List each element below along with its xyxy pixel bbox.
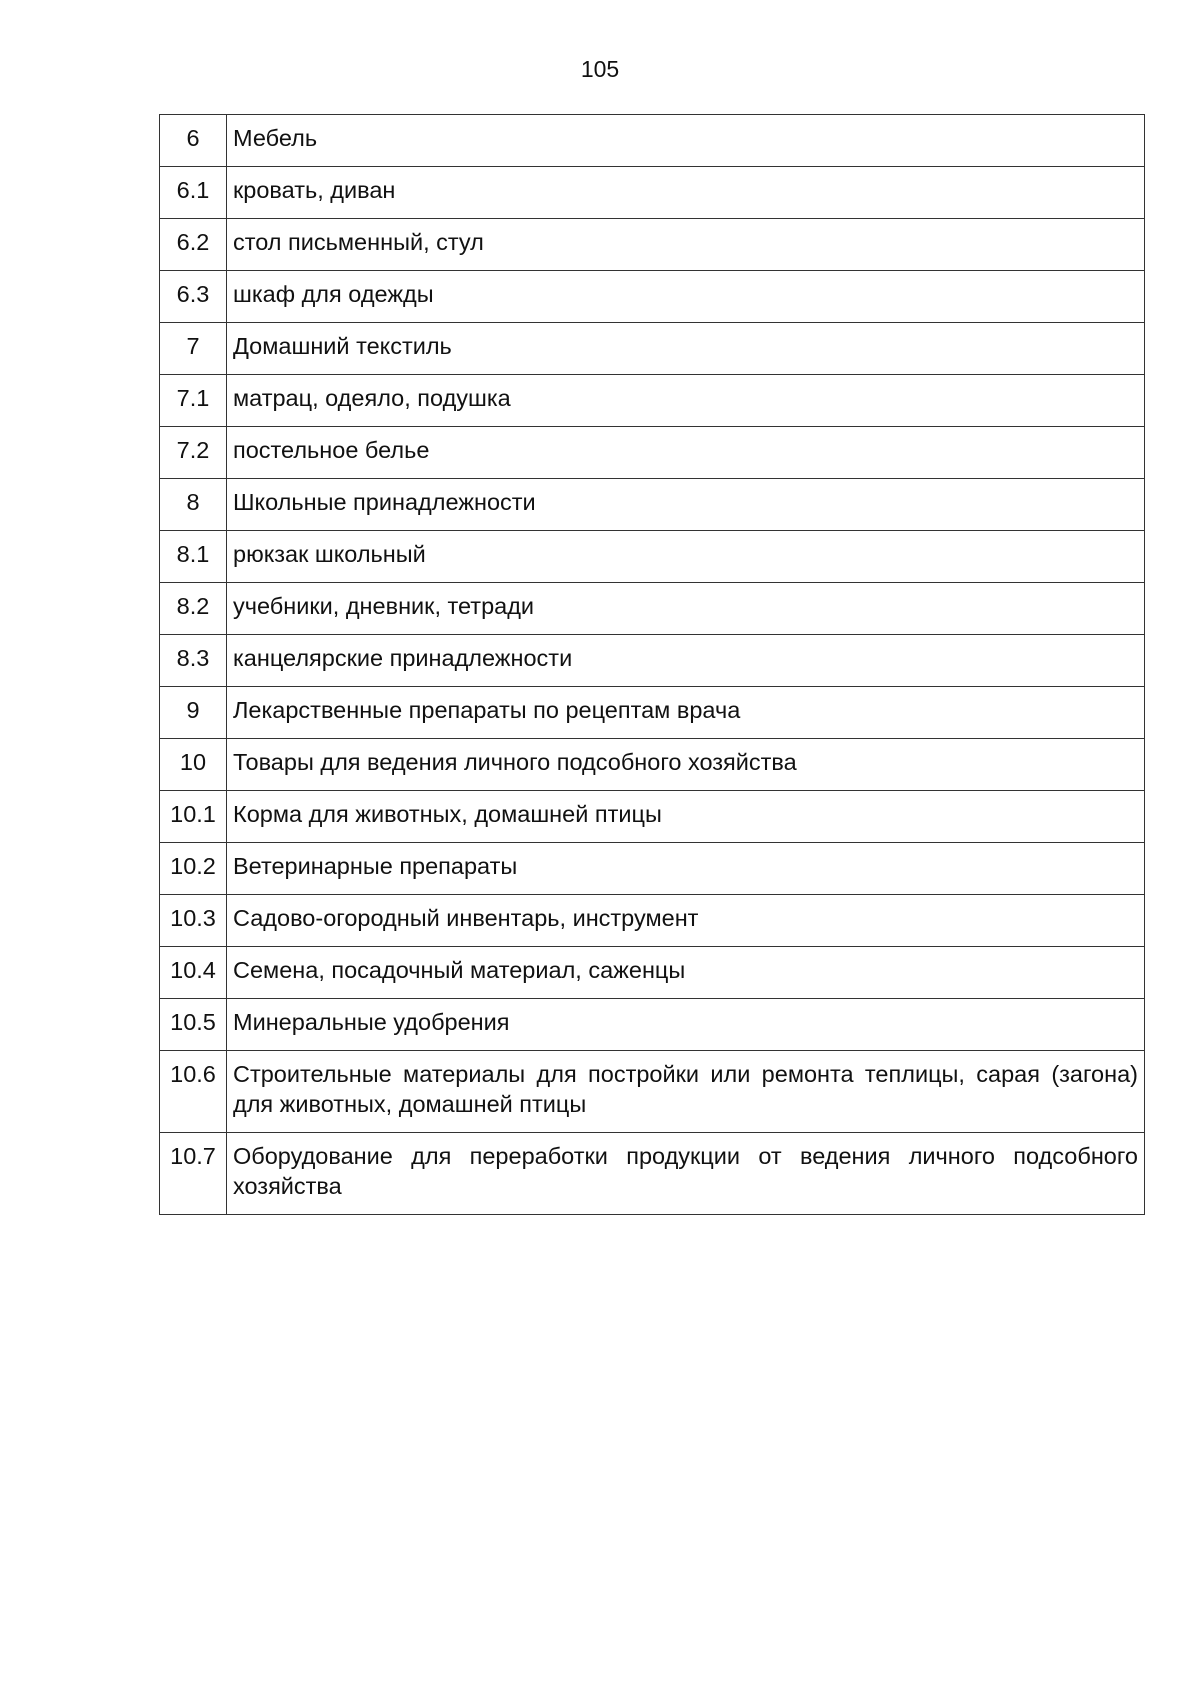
row-text: Строительные материалы для постройки или ремонта теплицы, сарая (загона) для животных, домашней птицы <box>227 1051 1145 1133</box>
row-number: 7.1 <box>160 375 227 427</box>
row-text: постельное белье <box>227 427 1145 479</box>
table-row <box>160 427 1145 479</box>
table-row <box>160 115 1145 167</box>
table-row <box>160 375 1145 427</box>
table-row <box>160 843 1145 895</box>
row-text: Корма для животных, домашней птицы <box>227 791 1145 843</box>
row-number: 10.4 <box>160 947 227 999</box>
row-text: рюкзак школьный <box>227 531 1145 583</box>
row-text: Минеральные удобрения <box>227 999 1145 1051</box>
items-table-body <box>160 115 1145 1215</box>
table-row <box>160 479 1145 531</box>
row-text: Семена, посадочный материал, саженцы <box>227 947 1145 999</box>
table-row <box>160 895 1145 947</box>
row-number: 6.2 <box>160 219 227 271</box>
row-number: 10.1 <box>160 791 227 843</box>
table-row <box>160 1133 1145 1215</box>
row-number: 8.1 <box>160 531 227 583</box>
row-text: матрац, одеяло, подушка <box>227 375 1145 427</box>
row-number: 8.2 <box>160 583 227 635</box>
table-row <box>160 167 1145 219</box>
table-row <box>160 271 1145 323</box>
row-number: 10.2 <box>160 843 227 895</box>
row-text: Школьные принадлежности <box>227 479 1145 531</box>
row-text: Домашний текстиль <box>227 323 1145 375</box>
table-row <box>160 583 1145 635</box>
row-number: 10.3 <box>160 895 227 947</box>
table-row <box>160 635 1145 687</box>
row-number: 10 <box>160 739 227 791</box>
row-number: 6.3 <box>160 271 227 323</box>
row-number: 8 <box>160 479 227 531</box>
row-number: 9 <box>160 687 227 739</box>
row-text: учебники, дневник, тетради <box>227 583 1145 635</box>
row-number: 10.7 <box>160 1133 227 1215</box>
table-row <box>160 999 1145 1051</box>
table-row <box>160 1051 1145 1133</box>
row-number: 7.2 <box>160 427 227 479</box>
table-row <box>160 687 1145 739</box>
row-number: 10.5 <box>160 999 227 1051</box>
row-text: стол письменный, стул <box>227 219 1145 271</box>
row-text: Лекарственные препараты по рецептам врача <box>227 687 1145 739</box>
row-number: 10.6 <box>160 1051 227 1133</box>
table-row <box>160 791 1145 843</box>
table-row <box>160 323 1145 375</box>
table-row <box>160 947 1145 999</box>
page-number: 105 <box>580 56 620 82</box>
row-text: Оборудование для переработки продукции от ведения личного подсобного хозяйства <box>227 1133 1145 1215</box>
row-number: 6 <box>160 115 227 167</box>
row-text: Мебель <box>227 115 1145 167</box>
row-number: 7 <box>160 323 227 375</box>
row-text: Ветеринарные препараты <box>227 843 1145 895</box>
row-number: 8.3 <box>160 635 227 687</box>
row-text: шкаф для одежды <box>227 271 1145 323</box>
row-text: Товары для ведения личного подсобного хозяйства <box>227 739 1145 791</box>
table-row <box>160 739 1145 791</box>
items-table <box>159 114 1145 1215</box>
table-row <box>160 219 1145 271</box>
row-number: 6.1 <box>160 167 227 219</box>
table-row <box>160 531 1145 583</box>
row-text: Садово-огородный инвентарь, инструмент <box>227 895 1145 947</box>
row-text: кровать, диван <box>227 167 1145 219</box>
row-text: канцелярские принадлежности <box>227 635 1145 687</box>
